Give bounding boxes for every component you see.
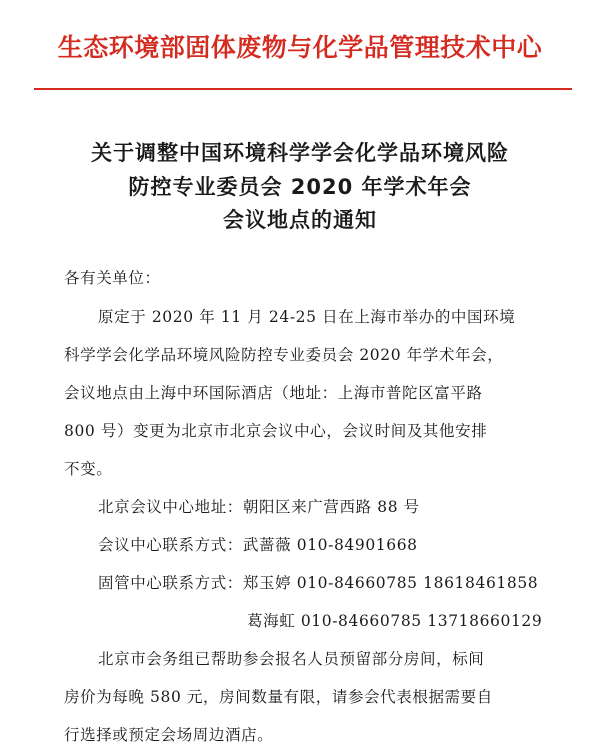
center-contact-primary: 固管中心联系方式：郑玉婷 010-84660785 18618461858: [98, 574, 539, 592]
paragraph-1-line: 800 号）变更为北京市北京会议中心，会议时间及其他安排: [64, 422, 488, 440]
notice-title-line-1: 关于调整中国环境科学学会化学品环境风险: [91, 141, 509, 165]
paragraph-2-line: 房价为每晚 580 元，房间数量有限，请参会代表根据需要自: [64, 688, 493, 706]
letterhead-org-name: 生态环境部固体废物与化学品管理技术中心: [57, 33, 543, 62]
notice-title-line-2: 防控专业委员会 2020 年学术年会: [128, 175, 472, 199]
paragraph-2-line: 行选择或预定会场周边酒店。: [64, 726, 274, 744]
venue-contact: 会议中心联系方式：武蔷薇 010-84901668: [98, 536, 418, 554]
paragraph-2-line: 北京市会务组已帮助参会报名人员预留部分房间，标间: [98, 650, 485, 668]
paragraph-1-line: 科学学会化学品环境风险防控专业委员会 2020 年学术年会，: [64, 346, 504, 364]
notice-title-line-3: 会议地点的通知: [223, 208, 377, 232]
paragraph-1-line: 会议地点由上海中环国际酒店（地址：上海市普陀区富平路: [64, 384, 483, 402]
paragraph-1-line: 原定于 2020 年 11 月 24-25 日在上海市举办的中国环境: [98, 308, 516, 326]
venue-address: 北京会议中心地址：朝阳区来广营西路 88 号: [98, 498, 420, 516]
letterhead-divider: [34, 88, 572, 90]
paragraph-1-line: 不变。: [64, 460, 113, 478]
center-contact-secondary: 葛海虹 010-84660785 13718660129: [247, 612, 543, 630]
salutation: 各有关单位：: [64, 269, 161, 287]
